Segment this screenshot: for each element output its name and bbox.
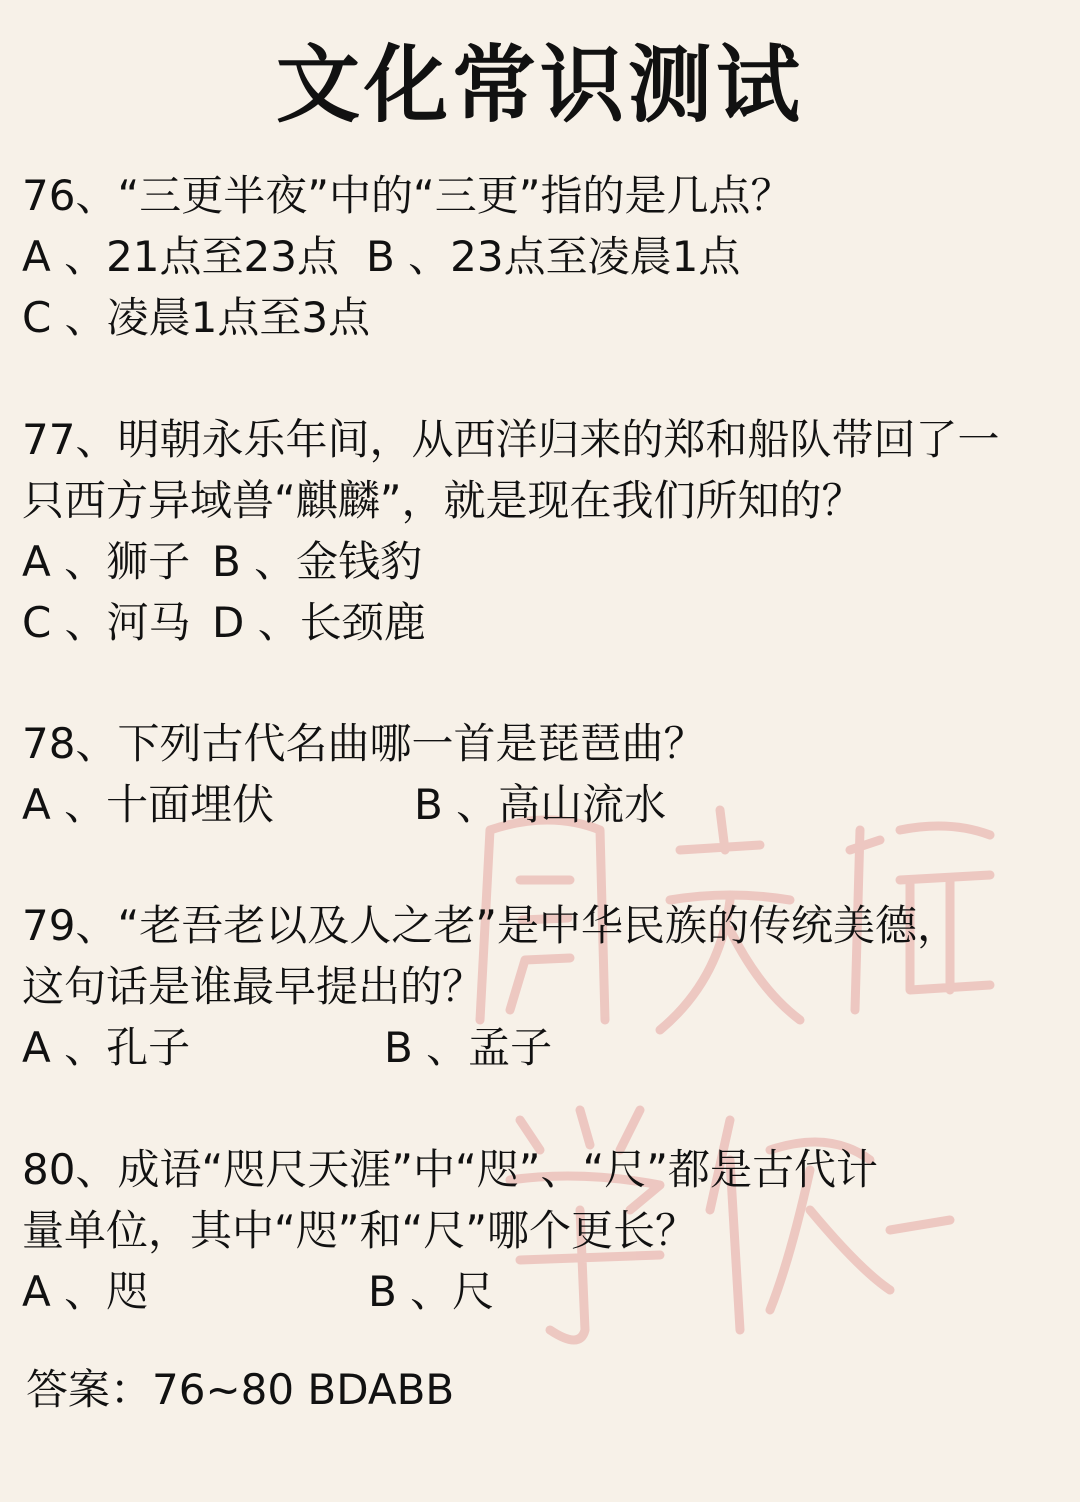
option-76-c: C 、凌晨1点至3点 [22, 293, 371, 342]
option-80-b: B 、尺 [368, 1267, 495, 1316]
option-77-b: B 、金钱豹 [212, 537, 423, 586]
option-79-a: A 、孔子 [22, 1023, 191, 1072]
question-79-line1: 79、“老吾老以及人之老”是中华民族的传统美德， [22, 901, 959, 950]
question-76: 76、“三更半夜”中的“三更”指的是几点？ [22, 171, 793, 220]
answer-key: 答案：76~80 BDABB [26, 1365, 455, 1414]
question-77-line2: 只西方异域兽“麒麟”，就是现在我们所知的？ [22, 476, 864, 525]
option-78-a: A 、十面埋伏 [22, 780, 275, 829]
option-79-b: B 、孟子 [384, 1023, 553, 1072]
option-77-a: A 、狮子 [22, 537, 191, 586]
option-76-b: B 、23点至凌晨1点 [366, 232, 741, 281]
question-80-line1: 80、成语“咫尺天涯”中“咫”、“尺”都是古代计 [22, 1145, 878, 1194]
option-77-c: C 、河马 [22, 598, 191, 647]
option-80-a: A 、咫 [22, 1267, 149, 1316]
question-79-line2: 这句话是谁最早提出的？ [22, 962, 485, 1011]
option-77-d: D 、长颈鹿 [212, 598, 426, 647]
question-77-line1: 77、明朝永乐年间，从西洋归来的郑和船队带回了一 [22, 415, 1000, 464]
question-78: 78、下列古代名曲哪一首是琵琶曲？ [22, 719, 706, 768]
option-76-a: A 、21点至23点 [22, 232, 339, 281]
page-title: 文化常识测试 [275, 36, 804, 134]
option-78-b: B 、高山流水 [414, 780, 667, 829]
question-80-line2: 量单位，其中“咫”和“尺”哪个更长？ [22, 1206, 698, 1255]
